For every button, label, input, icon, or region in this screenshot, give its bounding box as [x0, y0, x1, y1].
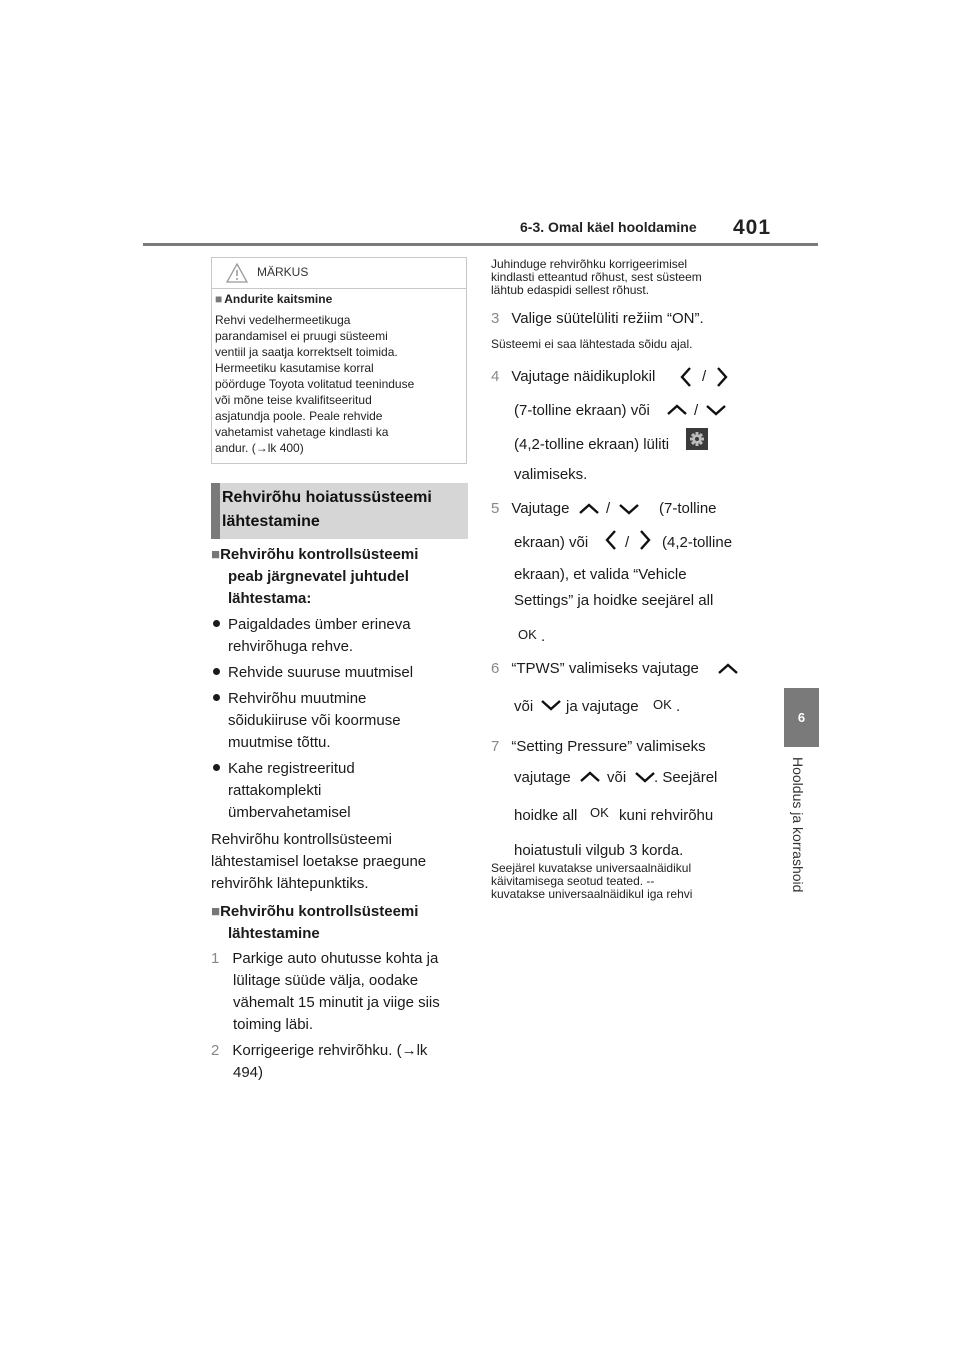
arrow-down-icon — [540, 698, 562, 712]
step-3: 3 Valige süütelüliti režiim “ON”. — [491, 310, 704, 327]
list-item: Paigaldades ümber erineva — [213, 614, 463, 636]
chapter-tab: 6 — [784, 688, 819, 747]
header-rule — [143, 243, 818, 246]
reset-paragraph: Rehvirõhu kontrollsüsteemi lähtestamisel loetakse praegune rehvirõhk lähtepunktiks. — [211, 831, 427, 892]
list-item: Rehvide suuruse muutmisel — [213, 662, 463, 684]
note-subtitle: ■ Andurite kaitsmine — [215, 292, 333, 306]
subheading-when-reset: ■Rehvirõhu kontrollsüsteemi peab järgnevatel juhtudel lähtestama: — [211, 546, 419, 607]
step-3-note: Süsteemi ei saa lähtestada sõidu ajal. — [491, 337, 693, 351]
warning-icon — [226, 263, 248, 283]
chapter-side-label — [768, 757, 828, 907]
arrow-left-icon — [604, 529, 618, 551]
section-header: 6-3. Omal käel hooldamine — [520, 219, 697, 235]
step-5: 5 Vajutage / (7-tolline ekraan) või / (4,2-tolline ekraan), et valida “Vehicle Settings” ja hoidke seejärel all OK . — [491, 500, 733, 645]
subheading-reset-procedure: ■Rehvirõhu kontrollsüsteemi lähtestamine — [211, 903, 419, 942]
arrow-down-icon — [634, 770, 656, 784]
ok-button-icon: OK — [653, 697, 672, 712]
bullet-dot-icon — [213, 694, 220, 701]
square-bullet-icon: ■ — [215, 292, 223, 306]
arrow-up-icon — [578, 502, 600, 516]
note-title: MÄRKUS — [257, 265, 309, 279]
step-6: 6 “TPWS” valimiseks vajutage või ja vajutage OK . — [491, 658, 771, 720]
bullet-dot-icon — [213, 620, 220, 627]
ok-button-icon: OK — [590, 805, 609, 820]
square-bullet-icon: ■ — [211, 546, 221, 563]
intro-note: Juhinduge rehvirõhku korrigeerimisel kindlasti etteantud rõhust, sest süsteem lähtub edaspidi sellest rõhust. — [491, 257, 702, 297]
note-box — [211, 257, 467, 464]
chapter-side-text: Hooldus ja korrashoid — [790, 757, 806, 893]
page-number: 401 — [733, 216, 772, 239]
arrow-down-icon — [705, 403, 727, 417]
settings-gear-icon — [686, 428, 708, 450]
bullet-list: Paigaldades ümber erineva rehvirõhuga rehve. Rehvide suuruse muutmisel Rehvirõhu muutmine sõidukiiruse või koormuse muutmise tõttu. Kahe registreeritud rattakomplekti ümbervahetamisel — [213, 614, 463, 824]
bullet-dot-icon — [213, 764, 220, 771]
step-4: 4 Vajutage näidikuplokil / (7-tolline ekraan) või / (4,2-tolline ekraan) lüliti valimiseks. — [491, 366, 771, 488]
arrow-up-icon — [579, 770, 601, 784]
arrow-down-icon — [618, 502, 640, 516]
closing-note: Seejärel kuvatakse universaalnäidikul käivitamisega seotud teated. -- kuvatakse universaalnäidikul iga rehvi — [491, 861, 693, 901]
step-1: 1 Parkige auto ohutusse kohta ja lülitage süüde välja, oodake vähemalt 15 minutit ja viige siis toiming läbi. — [211, 950, 440, 1033]
step-7: 7 “Setting Pressure” valimiseks vajutage või . Seejärel hoidke all OK kuni rehvirõhu hoiatustuli vilgub 3 korda. — [491, 738, 718, 859]
list-item: Rehvirõhu muutmine — [213, 688, 463, 710]
note-header — [212, 258, 466, 289]
note-body: Rehvi vedelhermeetikuga parandamisel ei pruugi süsteemi ventiil ja saatja korrektselt toimida. Hermeetiku kasutamise korral pöörduge Toyota volitatud teeninduse või mõne teise kvalifitseeritud asjatundja poole. Peale rehvide vahetamist vahetage kindlasti ka andur. (→lk 400) — [215, 313, 415, 455]
section-heading-bar — [211, 483, 220, 539]
step-2: 2 Korrigeerige rehvirõhku. (→lk 494) — [211, 1042, 428, 1081]
arrow-right-icon — [715, 366, 729, 388]
ok-button-icon: OK — [518, 627, 537, 642]
bullet-dot-icon — [213, 668, 220, 675]
arrow-right-icon — [638, 529, 652, 551]
square-bullet-icon: ■ — [211, 903, 221, 920]
section-title: Rehvirõhu hoiatussüsteemi lähtestamine — [222, 489, 432, 530]
arrow-left-icon — [679, 366, 693, 388]
arrow-up-icon — [717, 662, 739, 676]
arrow-up-icon — [666, 403, 688, 417]
list-item: Kahe registreeritud — [213, 758, 463, 780]
